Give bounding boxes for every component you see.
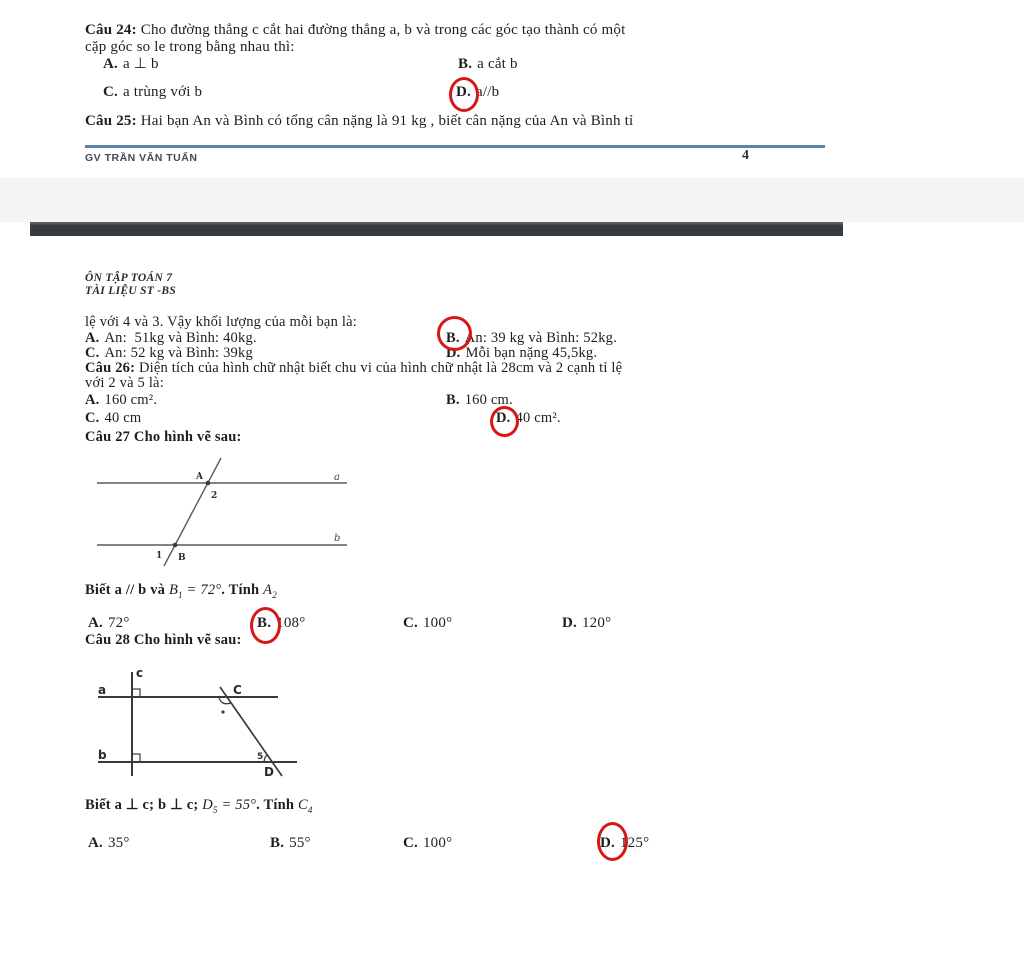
q26-option-c [85,411,141,426]
option-letter: B. [446,330,460,346]
option-letter: C. [85,410,100,426]
option-letter: B. [257,615,272,631]
q28-option-c [403,836,452,851]
option-text: a ⊥ b [122,56,159,72]
label-line-c: c [136,666,144,680]
option-letter: A. [85,330,100,346]
q24-option-a [103,57,159,72]
q27-option-b [257,616,305,631]
point-B-dot [173,543,178,548]
option-letter: A. [88,615,103,631]
q25-option-a [85,331,257,346]
q28-heading: Câu 28 Cho hình vẽ sau: [85,632,242,648]
option-text: a//b [475,84,500,100]
footer-rule [85,145,825,148]
option-letter: D. [456,84,471,100]
q27-heading: Câu 27 Cho hình vẽ sau: [85,429,242,445]
option-text: a cắt b [477,56,518,72]
q25-option-b [446,331,617,346]
option-letter: B. [458,56,473,72]
angle-subscript: 5 [212,804,218,815]
option-letter: D. [562,615,577,631]
q26-option-a [85,393,157,408]
q25-heading: Câu 25: [85,113,137,129]
q28-option-a [88,836,130,851]
q24-option-d [456,85,499,100]
label-point-A: A [196,472,203,482]
option-letter: C. [85,345,100,361]
right-angle-mark-bottom [132,754,140,762]
label-point-D: D [264,765,274,779]
option-text: 40 cm². [515,410,561,426]
given-value: = 55° [217,797,257,813]
option-letter: B. [270,835,285,851]
option-letter: A. [88,835,103,851]
option-text: a trùng với b [122,84,203,100]
q26-heading: Câu 26: [85,360,136,376]
option-text: 160 cm. [464,392,513,408]
option-text: 55° [289,835,311,851]
label-line-b: b [334,533,341,544]
q24-option-b [458,57,518,72]
q25-continued-text: lệ với 4 và 3. Vậy khối lượng của mỗi bạn là: [85,314,357,330]
footer-author: GV TRẦN VĂN TUẤN [85,152,198,164]
label-line-a: a [98,683,107,697]
q24-body: Cho đường thẳng c cắt hai đường thẳng a, b và trong các góc tạo thành có một [136,22,626,38]
label-line-a: a [334,472,340,483]
page-number: 4 [742,148,749,163]
option-letter: C. [403,615,418,631]
q26-body: Diện tích của hình chữ nhật biết chu vi của hình chữ nhật là 28cm và 2 cạnh tỉ lệ [135,360,623,376]
option-text: 100° [422,835,453,851]
option-letter: C. [403,835,418,851]
q24-heading: Câu 24: [85,22,137,38]
doc-header-line1: ÔN TẬP TOÁN 7 [85,272,173,284]
q26-text-line1 [85,361,622,376]
page-gap [0,178,1024,222]
option-text: An: 52 kg và Bình: 39kg [104,345,253,361]
option-text: An: 51kg và Bình: 40kg. [104,330,257,346]
label-point-B: B [178,553,186,563]
q26-text-line2: với 2 và 5 là: [85,375,164,391]
option-letter: D. [446,345,461,361]
figure-q28 [90,664,320,788]
given-value: = 72° [182,582,222,598]
option-letter: B. [446,392,460,408]
figure-q27 [90,450,360,578]
option-text: An: 39 kg và Bình: 52kg. [464,330,617,346]
label-angle-5: 5 [257,752,264,762]
label-line-b: b [98,748,107,762]
given-prefix: Biết a ⊥ c; b ⊥ c; [85,797,203,813]
option-letter: A. [103,56,118,72]
q24-text-line2: cặp góc so le trong bằng nhau thì: [85,39,295,55]
q27-option-c [403,616,452,631]
q25-option-d [446,346,597,361]
option-text: Mỗi bạn nặng 45,5kg. [465,345,598,361]
option-text: 72° [107,615,130,631]
option-text: 125° [619,835,650,851]
angle-subscript: 2 [272,589,277,600]
q25-text [85,114,633,129]
angle-symbol-D: D [202,797,213,813]
doc-header-line2: TÀI LIỆU ST -BS [85,285,177,297]
angle-symbol-C: C [298,797,308,813]
q27-given [85,583,277,600]
label-angle-1: 1 [156,551,163,561]
q27-option-d [562,616,611,631]
q24-option-c [103,85,202,100]
page-separator-bar [30,222,843,236]
q26-option-b [446,393,513,408]
option-text: 120° [581,615,612,631]
right-angle-mark-top [132,689,140,697]
q24-text-line1 [85,23,625,38]
figure-transversal [164,458,221,566]
angle-symbol-B: B [168,582,179,598]
q25-body: Hai bạn An và Bình có tổng cân nặng là 91 kg , biết cân nặng của An và Bình tỉ [136,113,634,129]
option-text: 40 cm [104,410,142,426]
given-tinh: . Tính [221,582,264,598]
option-letter: A. [85,392,100,408]
q27-option-a [88,616,130,631]
option-text: 35° [107,835,130,851]
point-A-dot [206,481,211,486]
angle-symbol-A: A [263,582,273,598]
given-prefix: Biết a // b và [85,582,169,598]
option-letter: D. [600,835,615,851]
q25-option-c [85,346,253,361]
angle-subscript: 4 [307,804,313,815]
option-text: 100° [422,615,453,631]
q28-option-d [600,836,649,851]
angle-dot-C [221,710,224,713]
option-text: 108° [276,615,306,631]
q28-option-b [270,836,311,851]
angle-subscript: 1 [178,589,183,600]
q28-given [85,798,313,815]
given-tinh: . Tính [256,797,299,813]
label-angle-2: 2 [211,491,218,501]
label-point-C: C [233,683,242,697]
option-letter: C. [103,84,118,100]
option-text: 160 cm². [104,392,158,408]
q26-option-d [496,411,561,426]
option-letter: D. [496,410,511,426]
